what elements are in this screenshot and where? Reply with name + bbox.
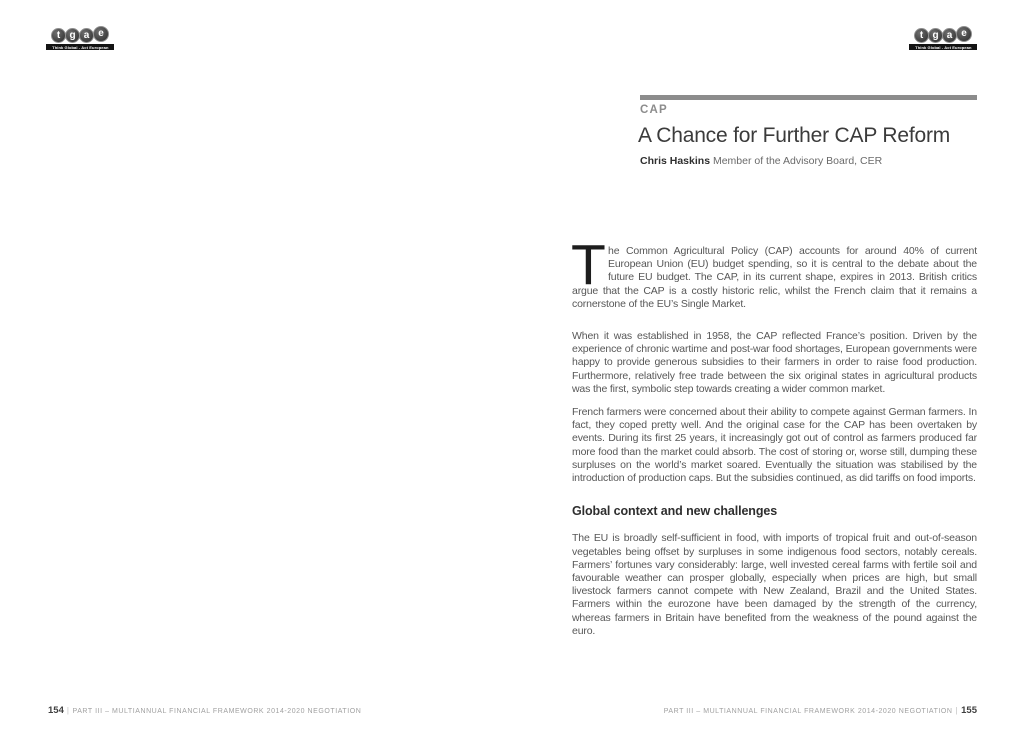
logo-letter-t: t	[914, 28, 929, 43]
drop-cap: T	[571, 233, 605, 297]
paragraph-opening-text: he Common Agricultural Policy (CAP) accounts for around 40% of current European Union (EU) budget spending, so it is central to the debate about the future EU budget. The CAP, in its current shape, expires in 2013. British critics argue that the CAP is a costly historic relic, whilst the French claim that it remains a cornerstone of the EU’s Single Market.	[572, 245, 977, 310]
footer-separator: |	[66, 706, 70, 715]
author-role: Member of the Advisory Board, CER	[712, 155, 883, 167]
paragraph-opening	[572, 245, 977, 311]
logo-tagline: Think Global - Act European	[51, 44, 109, 50]
paragraph: French farmers were concerned about their ability to compete against German farmers. In fact, they coped pretty well. And the original case for the CAP has been overtaken by events. During its first 25 years, it increasingly got out of control as farmers produced far more food than the market could absorb. The cost of storing or, worse still, dumping these surpluses on the world’s market soared. Eventually the situation was stabilised by the introduction of production caps. But the subsidies continued, as did tariffs on food imports.	[572, 406, 977, 485]
logo-letter-a: a	[942, 28, 957, 43]
tgae-logo-left	[46, 28, 114, 50]
section-heading: Global context and new challenges	[572, 504, 778, 519]
page-number-right: 155	[961, 705, 977, 716]
footer-right	[664, 705, 977, 716]
tgae-logo-letters	[46, 28, 114, 43]
logo-tagline: Think Global - Act European	[914, 44, 972, 50]
logo-letter-e: e	[956, 26, 972, 42]
logo-letter-a: a	[79, 28, 94, 43]
tgae-logo-right	[909, 28, 977, 50]
article-title: A Chance for Further CAP Reform	[638, 124, 951, 147]
logo-letter-t: t	[51, 28, 66, 43]
paragraph: The EU is broadly self-sufficient in food, with imports of tropical fruit and out-of-season vegetables being offset by surpluses in some indigenous food sectors, notably cereals. Farmers’ fortunes vary considerably: large, well invested cereal farms with fertile soil and favourable weather can prosper globally, especially when prices are high, but small livestock farmers cannot compete with New Zealand, Brazil and the United States. Farmers within the eurozone have been damaged by the strength of the currency, whereas farmers in Britain have benefited from the weakness of the pound against the euro.	[572, 532, 977, 637]
paragraph: When it was established in 1958, the CAP reflected France’s position. Driven by the experience of chronic wartime and post-war food shortages, European governments were happy to provide generous subsidies to their farmers in order to raise food production. Furthermore, relatively free trade between the six original states in agricultural products was the first, symbolic step towards creating a wider common market.	[572, 330, 977, 395]
footer-left	[48, 705, 361, 716]
tgae-logo-letters	[909, 28, 977, 43]
page-number-left: 154	[48, 705, 64, 716]
article-body	[571, 233, 977, 648]
running-title: PART III – MULTIANNUAL FINANCIAL FRAMEWORK 2014-2020 NEGOTIATION	[72, 708, 362, 715]
logo-letter-g: g	[65, 28, 80, 43]
section-divider-bar	[640, 95, 977, 100]
author-name: Chris Haskins	[640, 155, 711, 167]
logo-letter-g: g	[928, 28, 943, 43]
running-title: PART III – MULTIANNUAL FINANCIAL FRAMEWORK 2014-2020 NEGOTIATION	[663, 708, 953, 715]
logo-letter-e: e	[93, 26, 109, 42]
logo-tagline-banner	[46, 44, 114, 50]
article-kicker: CAP	[640, 104, 668, 116]
author-line	[640, 155, 882, 167]
footer-separator: |	[955, 706, 959, 715]
logo-tagline-banner	[909, 44, 977, 50]
